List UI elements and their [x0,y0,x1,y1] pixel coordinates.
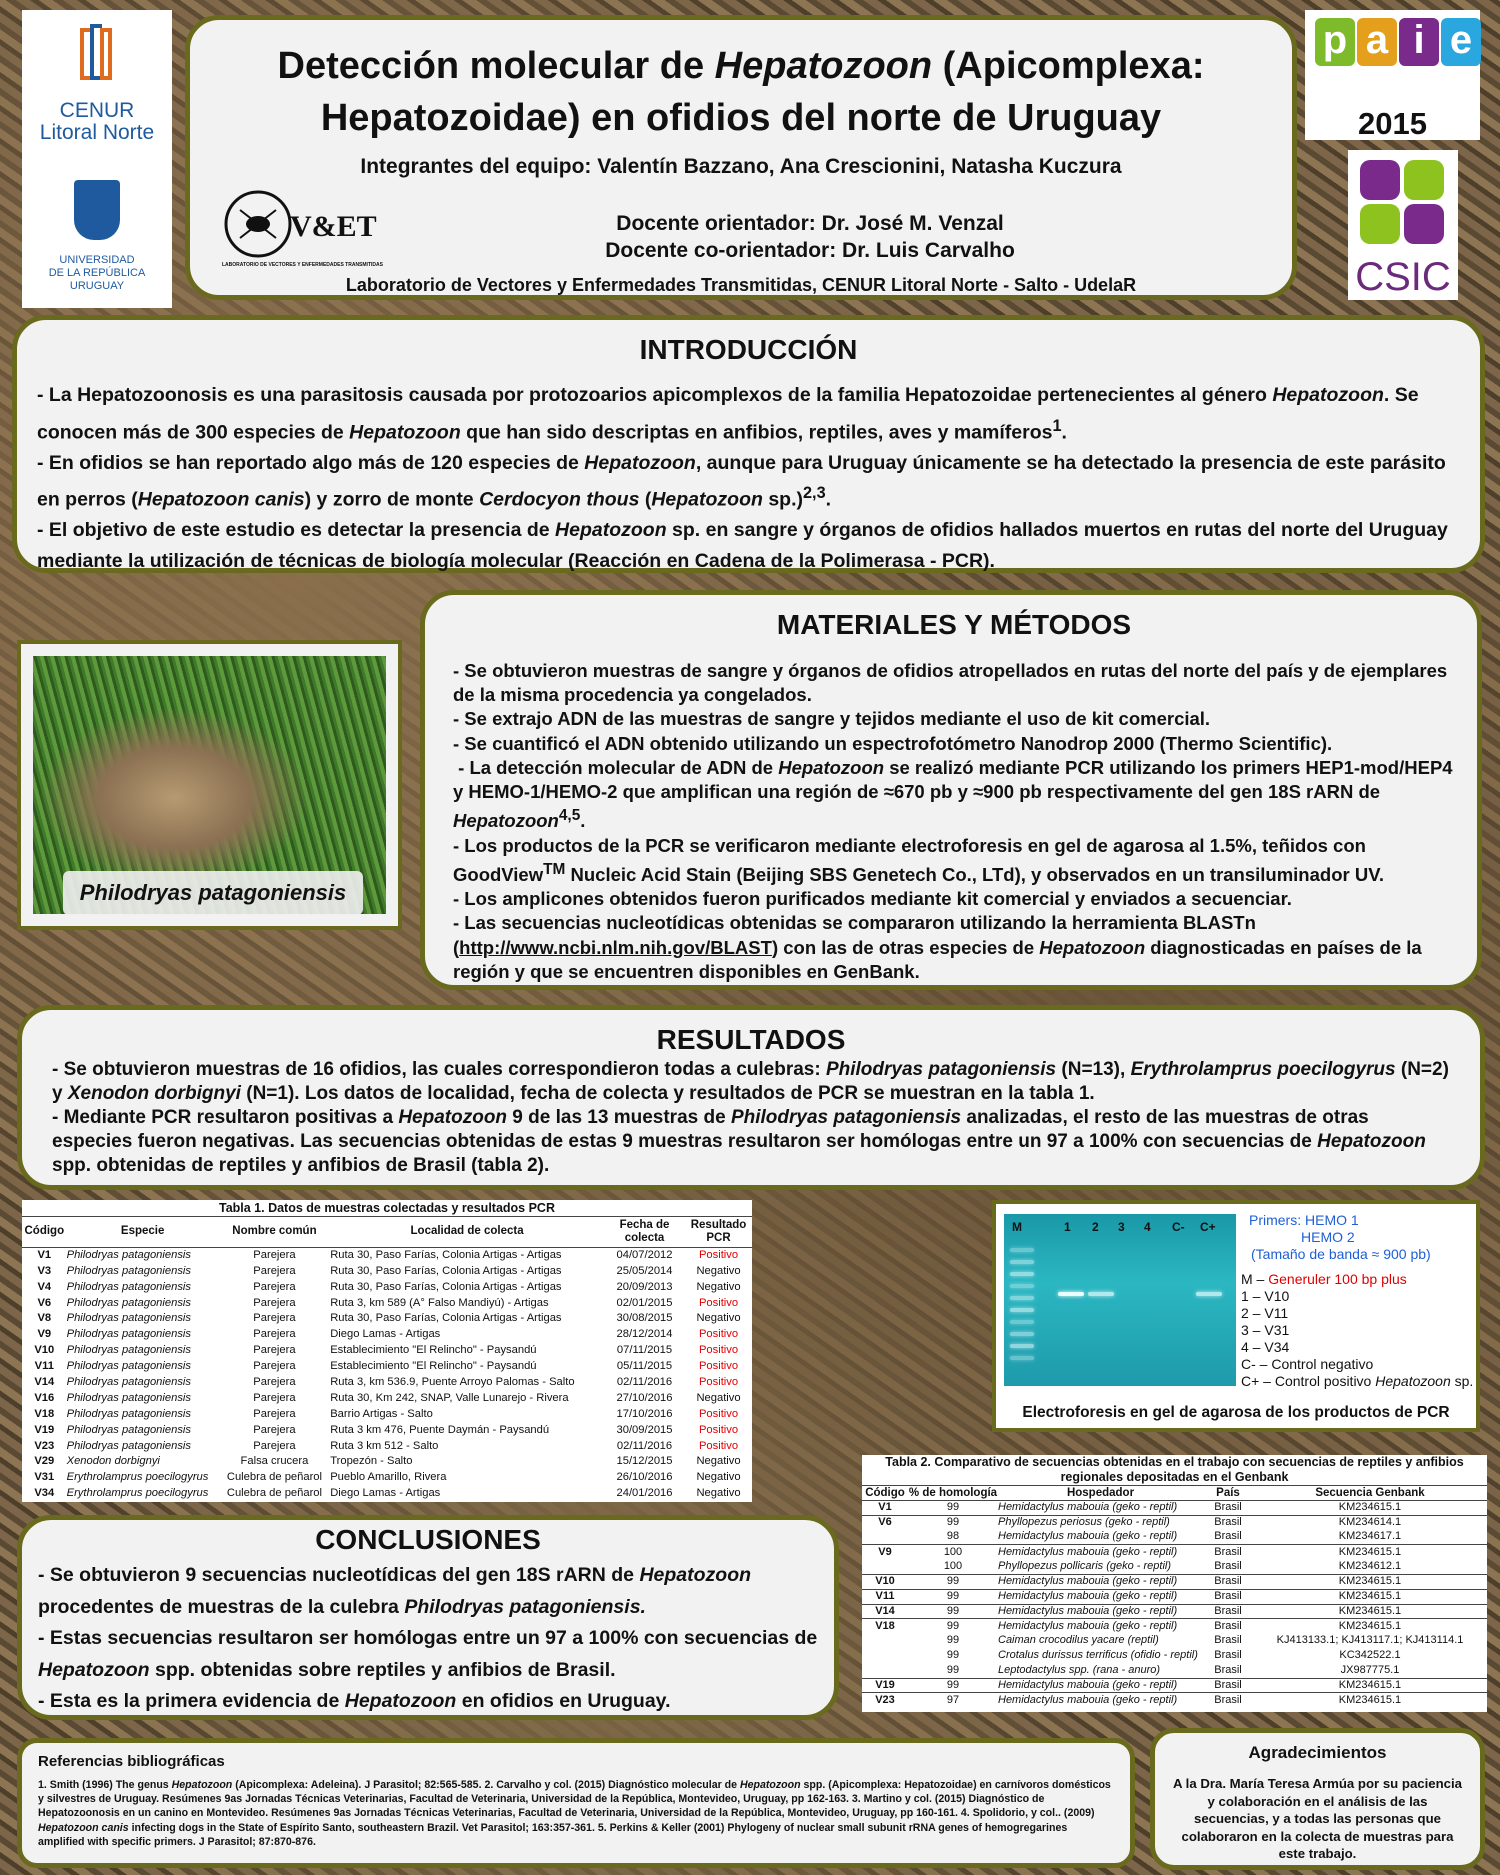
table-cell: Positivo [698,1249,739,1262]
photo-caption: Philodryas patagoniensis [63,871,363,915]
gel-ladder-band [1010,1248,1034,1252]
table-cell: 26/10/2016 [616,1471,673,1484]
table-cell: Phyllopezus periosus (geko - reptil) [998,1515,1203,1530]
table-cell: Philodryas patagoniensis [66,1391,191,1404]
table-cell: Caiman crocodilus yacare (reptil) [998,1634,1159,1647]
table-cell: Philodryas patagoniensis [66,1264,191,1277]
table-row [22,1469,752,1485]
table-cell: Diego Lamas - Artigas [330,1487,441,1500]
table-cell: V8 [37,1312,52,1325]
section-heading: CONCLUSIONES [315,1524,541,1555]
paie-logo [1305,10,1480,140]
methods-section [420,590,1482,990]
table-cell: 15/12/2015 [616,1455,673,1468]
table-cell: 17/10/2016 [616,1407,673,1420]
table-cell: V29 [34,1455,55,1468]
table-row [22,1485,752,1501]
samples-table-body [22,1247,752,1501]
table-cell: 99 [908,1515,998,1530]
table-cell: Negativo [696,1471,741,1484]
snake-photo-frame [17,640,402,930]
column-header: Resultado PCR [685,1217,752,1247]
table-cell: Positivo [698,1439,739,1452]
table-cell: Barrio Artigas - Salto [330,1407,433,1420]
table-cell: 27/10/2016 [616,1391,673,1404]
table-cell: Positivo [698,1407,739,1420]
table-cell: Positivo [698,1296,739,1309]
table-cell: 02/01/2015 [616,1296,673,1309]
column-header: Localidad de colecta [330,1217,604,1247]
table-cell: Hemidactylus mabouia (geko - reptil) [998,1678,1203,1693]
gel-ladder-band [1010,1356,1034,1360]
band-size-label: (Tamaño de banda ≈ 900 pb) [1251,1246,1431,1262]
title-panel [185,15,1297,300]
table-cell: 99 [908,1619,998,1634]
table-row [862,1501,1487,1516]
table-cell: Hemidactylus mabouia (geko - reptil) [998,1545,1203,1560]
gel-ladder-band [1010,1260,1034,1264]
table-cell: Negativo [696,1312,741,1325]
primers-label: Primers: HEMO 1 [1249,1212,1359,1228]
gel-ladder-band [1010,1332,1034,1336]
table-row [862,1604,1487,1619]
table-cell: Ruta 30, Paso Farías, Colonia Artigas - Artigas [330,1264,562,1277]
cenur-logo-text: CENUR Litoral Norte [39,99,155,144]
table-cell: Philodryas patagoniensis [66,1249,191,1262]
table-cell: V9 [37,1328,52,1341]
column-header: % de homología [908,1487,998,1499]
gel-ladder-band [1010,1296,1034,1300]
table-cell: V3 [37,1264,52,1277]
table-row [862,1693,1487,1708]
table-cell: 100 [943,1560,963,1573]
csic-logo-text: CSIC [1355,255,1451,299]
table-cell: Xenodon dorbignyi [66,1455,160,1468]
table-cell: V19 [862,1678,908,1693]
table-cell: Brasil [1203,1574,1253,1589]
results-section [17,1005,1485,1190]
conclusions-text: - Se obtuvieron 9 secuencias nucleotídicas del gen 18S rARN de Hepatozoon procedentes de muestras de la culebra Philodryas patagoniensis. - Estas secuencias resultaron ser homólogas entre un 97 a 100% con secuencias de Hepatozoon spp. obtenidas sobre reptiles y anfibios de Brasil. - Esta es la primera evidencia de Hepatozoon en ofidios en Uruguay. [38,1564,818,1712]
gel-lane-label: M [1012,1220,1022,1234]
table-row [22,1295,752,1311]
table-cell: Philodryas patagoniensis [66,1312,191,1325]
table-cell: V1 [878,1501,892,1514]
table-cell: 99 [946,1663,960,1676]
table-cell: Hemidactylus mabouia (geko - reptil) [998,1693,1203,1708]
samples-table [22,1217,752,1501]
institution-logos [22,10,172,308]
table-cell: Erythrolamprus poecilogyrus [66,1471,209,1484]
gel-sample-band [1196,1292,1222,1296]
table-row [22,1311,752,1327]
table-cell: V34 [34,1487,55,1500]
gel-ladder-band [1010,1284,1034,1288]
table-cell: Negativo [696,1280,741,1293]
table-cell: 99 [946,1634,960,1647]
table-cell: V11 [862,1589,908,1604]
acknowledgements-heading: Agradecimientos [1248,1743,1387,1762]
table-cell: Philodryas patagoniensis [66,1328,191,1341]
column-header: Nombre común [219,1217,331,1247]
poster-title: Detección molecular de Hepatozoon (Apicomplexa: Hepatozoidae) en ofidios del norte de Uruguay [277,45,1205,139]
udelar-shield-icon [74,180,120,240]
table-cell: Positivo [698,1423,739,1436]
table-cell: Brasil [1214,1560,1242,1573]
table-cell: Parejera [253,1360,296,1373]
table-cell: Pueblo Amarillo, Rivera [330,1471,447,1484]
paie-letter: p [1315,18,1355,66]
introduction-text: - La Hepatozoonosis es una parasitosis causada por protozoarios apicomplexos de la familia Hepatozoidae pertenecientes al género Hepatozoon. Se conocen más de 300 especies de Hepatozoon que han sido descriptas en anfibios, reptiles, aves y mamíferos$^1$. - En ofidios se han reportado algo más de 120 especies de Hepatozoon, aunque para Uruguay únicamente se ha detectado la presencia de este parásito en perros (Hepatozoon canis) y zorro de monte Cerdocyon thous (Hepatozoon sp.)$^{2,3}$. - El objetivo de este estudio es detectar la presencia de Hepatozoon sp. en sangre y órganos de ofidios hallados muertos en rutas del norte del Uruguay mediante la utilización de técnicas de biología molecular (Reacción en Cadena de la Polimerasa - PCR). [37,384,1448,572]
team-members: Integrantes del equipo: Valentín Bazzano, Ana Crescionini, Natasha Kuczura [360,155,1122,178]
table-cell: Ruta 30, Paso Farías, Colonia Artigas - Artigas [330,1280,562,1293]
table-cell: KM234612.1 [1338,1560,1402,1573]
table-cell: Hemidactylus mabouia (geko - reptil) [998,1589,1203,1604]
table-cell: Negativo [696,1391,741,1404]
table-cell: Ruta 3 km 476, Puente Daymán - Paysandú [330,1423,550,1436]
table-cell: V1 [37,1249,52,1262]
gel-ladder-band [1010,1272,1034,1276]
column-header: Fecha de colecta [604,1217,685,1247]
gel-lane-label: 3 [1118,1220,1125,1234]
table-cell: Brasil [1203,1693,1253,1708]
table-cell: Brasil [1203,1589,1253,1604]
vet-logo-subtext: LABORATORIO DE VECTORES Y ENFERMEDADES TRANSMITIDAS [222,262,383,268]
legend-item: 4 – V34 [1241,1339,1290,1355]
legend-item: C- – Control negativo [1241,1356,1374,1372]
table-cell: 02/11/2016 [616,1375,673,1388]
table-cell: Brasil [1214,1663,1242,1676]
table-cell: KM234615.1 [1253,1693,1487,1708]
table-cell: V19 [34,1423,55,1436]
references-section [17,1738,1135,1868]
table-cell: V18 [34,1407,55,1420]
gel-lane-label: C+ [1200,1220,1216,1234]
references-heading: Referencias bibliográficas [38,1753,225,1770]
table-cell: 04/07/2012 [616,1249,673,1262]
table-row [862,1634,1487,1649]
table-cell: 98 [946,1530,960,1543]
gel-ladder-band [1010,1320,1034,1324]
table-cell: V14 [34,1375,55,1388]
table-row [22,1438,752,1454]
table-1 [22,1200,752,1502]
table-cell [862,1634,908,1649]
table-cell: V10 [862,1574,908,1589]
table-cell: Hemidactylus mabouia (geko - reptil) [998,1574,1203,1589]
table-cell: Ruta 3, km 536.9, Puente Arroyo Palomas - Salto [330,1375,575,1388]
table-cell: 99 [946,1501,960,1514]
table-row [22,1406,752,1422]
laboratory-affiliation: Laboratorio de Vectores y Enfermedades Transmitidas, CENUR Litoral Norte - Salto - UdelaR [345,275,1137,295]
table-cell: V11 [34,1360,54,1373]
table-cell: Philodryas patagoniensis [66,1439,191,1452]
legend-item: C+ – Control positivo Hepatozoon sp. [1241,1373,1474,1389]
table-cell: 99 [908,1574,998,1589]
table-cell: Philodryas patagoniensis [66,1344,191,1357]
table-cell: Brasil [1203,1619,1253,1634]
acknowledgements-text: A la Dra. María Teresa Armúa por su paciencia y colaboración en el análisis de las secuencias, y a todas las personas que colaboraron en la colecta de muestras para este trabajo. [1172,1776,1462,1861]
gel-lane-label: 2 [1092,1220,1099,1234]
table-row [862,1589,1487,1604]
table-cell: Parejera [253,1296,296,1309]
table-cell: Brasil [1203,1545,1253,1560]
legend-item: 1 – V10 [1241,1288,1290,1304]
table-cell [862,1530,908,1545]
table-cell: Negativo [696,1455,741,1468]
column-header: Código [862,1486,908,1501]
table-cell: Parejera [253,1328,296,1341]
table-cell: Philodryas patagoniensis [66,1407,191,1420]
table-row [862,1545,1487,1560]
table-cell: V18 [862,1619,908,1634]
table-cell: Parejera [253,1312,296,1325]
introduction-section [12,315,1485,573]
table-cell: 24/01/2016 [616,1487,673,1500]
table-cell: KM234615.1 [1338,1501,1402,1514]
paie-letter: i [1399,18,1439,66]
section-heading: MATERIALES Y MÉTODOS [776,609,1132,640]
table-cell: 05/11/2015 [616,1360,673,1373]
table-cell: Hemidactylus mabouia (geko - reptil) [998,1530,1178,1543]
table-cell [862,1663,908,1678]
gel-lane-label: 1 [1064,1220,1071,1234]
table-cell: KM234615.1 [1253,1619,1487,1634]
conclusions-section [17,1515,839,1720]
table-cell: Crotalus durissus terrificus (ofidio - reptil) [998,1649,1198,1662]
methods-text: - Se obtuvieron muestras de sangre y órganos de ofidios atropellados en rutas del norte del país y de ejemplares de la misma procedencia ya congelados. - Se extrajo ADN de las muestras de sangre y tejidos mediante el uso de kit comercial. - Se cuantificó el ADN obtenido utilizando un espectrofotómetro Nanodrop 2000 (Thermo Scientific). - La detección molecular de ADN de Hepatozoon se realizó mediante PCR utilizando los primers HEP1-mod/HEP4 y HEMO-1/HEMO-2 que amplifican una región de ≈670 pb y ≈900 pb respectivamente del gen 18S rARN de Hepatozoon$^{4,5}$. - Los productos de la PCR se verificaron mediante electroforesis en gel de agarosa al 1.5%, teñidos con GoodView™ Nucleic Acid Stain (Beijing SBS Genetech Co., LTd), y observados en un transiluminador UV. - Los amplicones obtenidos fueron purificados mediante kit comercial y enviados a secuenciar. - Las secuencias nucleotídicas obtenidas se compararon utilizando la herramienta BLASTn (http://www.ncbi.nlm.nih.gov/BLAST) con las de otras especies de Hepatozoon diagnosticadas en países de la región y que se encuentren disponibles en GenBank. [453,660,1453,982]
table-cell: KM234617.1 [1338,1530,1402,1543]
gel-lane-label: 4 [1144,1220,1151,1234]
table-cell: KM234614.1 [1253,1515,1487,1530]
udelar-logo-text: UNIVERSIDAD DE LA REPÚBLICA URUGUAY [48,254,146,292]
table-cell: Brasil [1203,1678,1253,1693]
table-cell: KJ413133.1; KJ413117.1; KJ413114.1 [1276,1634,1464,1647]
table-cell: 28/12/2014 [616,1328,673,1341]
advisor: Docente orientador: Dr. José M. Venzal [616,212,1004,235]
table-cell: KM234615.1 [1253,1589,1487,1604]
table-cell: V10 [34,1344,55,1357]
table-cell: Hemidactylus mabouia (geko - reptil) [998,1619,1203,1634]
gel-legend [1241,1212,1476,1390]
table-cell: Parejera [253,1344,296,1357]
table-cell: Hemidactylus mabouia (geko - reptil) [998,1501,1178,1514]
electrophoresis-figure [992,1200,1480,1432]
table-cell: Parejera [253,1375,296,1388]
table-cell: 99 [946,1649,960,1662]
table-cell: Parejera [253,1280,296,1293]
vet-logo-text: V&ET [290,210,377,243]
table-cell: Parejera [253,1439,296,1452]
table-cell: Philodryas patagoniensis [66,1280,191,1293]
table-row [862,1574,1487,1589]
table-cell: Parejera [253,1423,296,1436]
column-header: Hospedador [998,1486,1203,1501]
gel-ladder-band [1010,1308,1034,1312]
table-cell: Positivo [698,1344,739,1357]
table-cell: Ruta 3 km 512 - Salto [330,1439,439,1452]
table-cell: Parejera [253,1391,296,1404]
table-cell [862,1560,908,1575]
table-cell: KM234615.1 [1253,1678,1487,1693]
table-cell: 99 [908,1604,998,1619]
table-cell: Philodryas patagoniensis [66,1423,191,1436]
table-cell: Philodryas patagoniensis [66,1296,191,1309]
table-cell: Positivo [698,1360,739,1373]
gel-sample-band [1088,1292,1114,1296]
sequences-table [862,1485,1487,1708]
table-row [862,1648,1487,1663]
table-row [862,1560,1487,1575]
results-text: - Se obtuvieron muestras de 16 ofidios, las cuales correspondieron todas a culebras: Philodryas patagoniensis (N=13), Erythrolamprus poecilogyrus (N=2) y Xenodon dorbignyi (N=1). Los datos de localidad, fecha de colecta y resultados de PCR se muestran en la tabla 1. - Mediante PCR resultaron positivas a Hepatozoon 9 de las 13 muestras de Philodryas patagoniensis analizadas, el resto de las muestras de otras especies fueron negativas. Las secuencias obtenidas de estas 9 muestras resultaron ser homólogas entre un 97 a 100% con secuencias de Hepatozoon spp. obtenidas de reptiles y anfibios de Brasil (tabla 2). [52,1059,1449,1176]
table-cell: KM234615.1 [1253,1604,1487,1619]
gel-ladder-band [1010,1344,1034,1348]
column-header: Secuencia Genbank [1253,1486,1487,1501]
table-cell: KC342522.1 [1339,1649,1401,1662]
gel-image [1004,1214,1236,1386]
table-cell: 99 [908,1589,998,1604]
table-cell: V16 [34,1391,55,1404]
column-header: Código [22,1217,67,1247]
table-cell: V14 [862,1604,908,1619]
table-cell: JX987775.1 [1340,1663,1400,1676]
gel-caption: Electroforesis en gel de agarosa de los productos de PCR [1022,1404,1450,1421]
table-cell: Brasil [1203,1604,1253,1619]
table-cell: Philodryas patagoniensis [66,1375,191,1388]
table-cell: 02/11/2016 [616,1439,673,1452]
primers-label: HEMO 2 [1301,1229,1355,1245]
table-cell: V6 [37,1296,52,1309]
gel-lane-label: C- [1172,1220,1185,1234]
snake-photo [33,656,386,914]
table-cell: 20/09/2013 [616,1280,673,1293]
table-cell: Brasil [1214,1530,1242,1543]
table-row [22,1390,752,1406]
table-cell: V6 [862,1515,908,1530]
table-cell: Negativo [696,1264,741,1277]
table-cell: Falsa crucera [240,1455,309,1468]
table-row [22,1247,752,1263]
acknowledgements-section [1150,1728,1485,1870]
table-cell: Culebra de peñarol [226,1487,323,1500]
table-row [22,1454,752,1470]
table-row [862,1663,1487,1678]
table-cell: Philodryas patagoniensis [66,1360,191,1373]
table-cell: Tropezón - Salto [330,1455,413,1468]
cenur-logo-mark [80,24,116,82]
section-heading: INTRODUCCIÓN [639,334,858,365]
table-cell: Ruta 30, Km 242, SNAP, Valle Lunarejo - Rivera [330,1391,569,1404]
references-text: 1. Smith (1996) The genus Hepatozoon (Apicomplexa: Adeleina). J Parasitol; 82:565-585. 2. Carvalho y col. (2015) Diagnóstico molecular de Hepatozoon spp. (Apicomplexa: Hepatozoidae) en carnívoros domésticos y silvestres de Uruguay. Resúmenes 9as Jornadas Técnicas Veterinarias, Facultad de Veterinaria, Universidad de la República, Montevideo, Uruguay, pp 162-163. 3. Martino y col. (2015) Diagnóstico de Hepatozoonosis en un canino en Montevideo. Resúmenes 9as Jornadas Técnicas Veterinarias, Facultad de Veterinaria, Universidad de la República, Montevideo, Uruguay, pp 160-161. 4. Spolidorio, y col.. (2009) Hepatozoon canis infecting dogs in the State of Espírito Santo, southeastern Brazil. Vet Parasitol; 163:357-361. 5. Perkins & Keller (2001) Phylogeny of nuclear small subunit rRNA genes of hemogregarines amplified with specific primers. J Parasitol; 87:870-876. [38,1779,1111,1848]
table-cell: 25/05/2014 [616,1264,673,1277]
table-cell: KM234615.1 [1253,1545,1487,1560]
vet-lab-logo [220,188,385,268]
table-cell: KM234615.1 [1253,1574,1487,1589]
paie-year: 2015 [1358,106,1427,141]
table-cell: Positivo [698,1375,739,1388]
paie-letter: a [1357,18,1397,66]
table-caption: Tabla 1. Datos de muestras colectadas y resultados PCR [22,1200,752,1217]
table-cell: Ruta 3, km 589 (A° Falso Mandiyú) - Artigas [330,1296,549,1309]
legend-item: 3 – V31 [1241,1322,1290,1338]
table-cell: Brasil [1203,1515,1253,1530]
table-row [22,1422,752,1438]
table-cell: Brasil [1214,1501,1242,1514]
table-cell: Erythrolamprus poecilogyrus [66,1487,209,1500]
table-cell: Parejera [253,1407,296,1420]
table-cell: 30/09/2015 [616,1423,673,1436]
table-cell: Establecimiento "El Relincho" - Paysandú [330,1360,537,1373]
table-row [22,1374,752,1390]
table-row [22,1326,752,1342]
table-cell: Leptodactylus spp. (rana - anuro) [998,1663,1161,1676]
gel-sample-band [1058,1292,1084,1296]
table-row [22,1342,752,1358]
table-cell: V31 [34,1471,55,1484]
table-cell [862,1648,908,1663]
table-cell: Ruta 30, Paso Farías, Colonia Artigas - Artigas [330,1249,562,1262]
paie-letter: e [1441,18,1481,66]
table-cell: Positivo [698,1328,739,1341]
legend-item: 2 – V11 [1241,1305,1289,1321]
co-advisor: Docente co-orientador: Dr. Luis Carvalho [605,239,1015,262]
table-cell: Brasil [1214,1649,1242,1662]
table-cell: Establecimiento "El Relincho" - Paysandú [330,1344,537,1357]
table-cell: Diego Lamas - Artigas [330,1328,441,1341]
table-cell: V23 [34,1439,55,1452]
table-row [22,1358,752,1374]
table-cell: Phyllopezus pollicaris (geko - reptil) [998,1560,1172,1573]
section-heading: RESULTADOS [656,1024,846,1055]
table-caption: Tabla 2. Comparativo de secuencias obtenidas en el trabajo con secuencias de reptiles y anfibios regionales depositadas en el Genbank [885,1455,1464,1484]
sequences-table-body [862,1501,1487,1708]
table-row [22,1279,752,1295]
table-row [862,1515,1487,1530]
table-cell: Brasil [1214,1634,1242,1647]
table-row [862,1530,1487,1545]
table-cell: 97 [908,1693,998,1708]
legend-item: M – Generuler 100 bp plus [1241,1271,1407,1287]
table-cell: V23 [862,1693,908,1708]
table-cell: Parejera [253,1249,296,1262]
table-cell: V4 [37,1280,52,1293]
column-header: Especie [67,1217,219,1247]
table-cell: 100 [908,1545,998,1560]
blast-link[interactable]: http://www.ncbi.nlm.nih.gov/BLAST [459,936,772,958]
table-row [22,1263,752,1279]
table-cell: 07/11/2015 [616,1344,673,1357]
table-cell: Parejera [253,1264,296,1277]
table-cell: Culebra de peñarol [226,1471,323,1484]
table-cell: Ruta 30, Paso Farías, Colonia Artigas - Artigas [330,1312,562,1325]
table-row [862,1678,1487,1693]
table-cell: Hemidactylus mabouia (geko - reptil) [998,1604,1203,1619]
table-cell: V9 [862,1545,908,1560]
column-header: País [1203,1486,1253,1501]
table-cell: Negativo [696,1487,741,1500]
table-2 [862,1455,1487,1712]
advisors [460,210,1160,264]
csic-logo [1348,150,1458,300]
table-cell: 30/08/2015 [616,1312,673,1325]
table-row [862,1619,1487,1634]
table-cell: 99 [908,1678,998,1693]
